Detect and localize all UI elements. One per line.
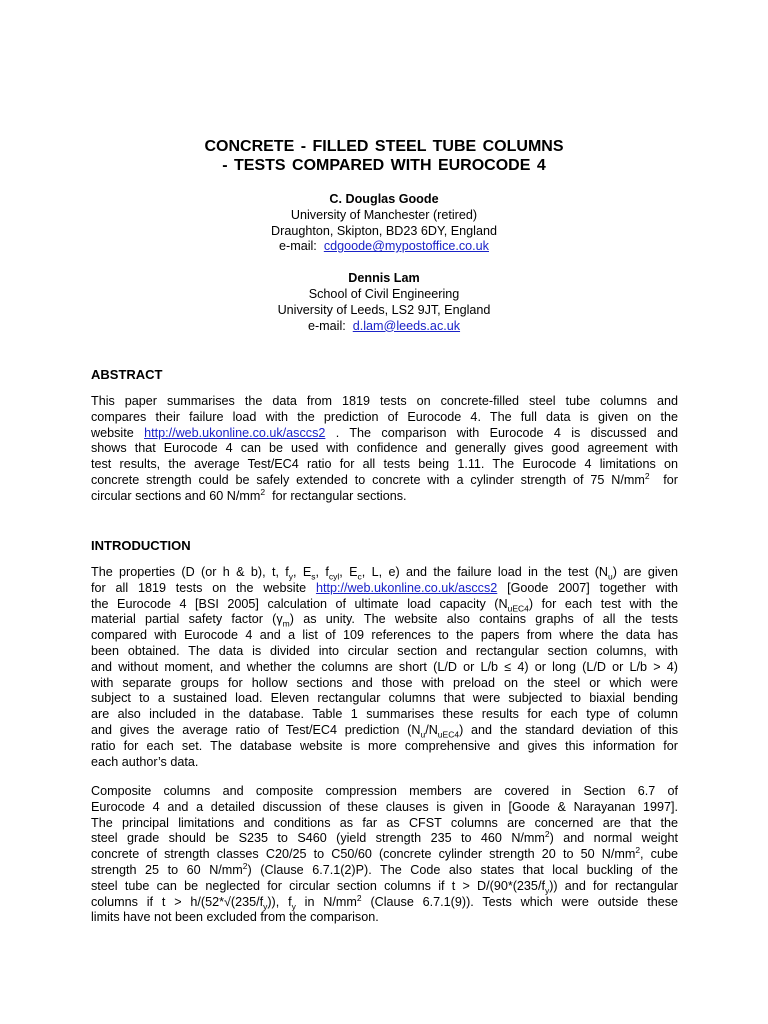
author-2-email-line (0, 319, 768, 335)
introduction-paragraph-2 (91, 784, 678, 926)
paper-title (0, 137, 768, 175)
intro-line (91, 847, 678, 863)
intro-text: , E (293, 565, 312, 579)
intro-line (91, 892, 679, 912)
intro-line (91, 860, 678, 879)
abstract-text: concrete strength could be safely extended to concrete with a cylinder strength of 75 N/mm (91, 472, 645, 487)
title-line-1: CONCRETE - FILLED STEEL TUBE COLUMNS (204, 138, 564, 155)
author-block (0, 192, 768, 334)
website-link[interactable]: http://web.ukonline.co.uk/asccs2 (315, 580, 498, 595)
intro-line (91, 597, 678, 613)
intro-text: ) are given (612, 565, 678, 579)
intro-text: steel tube can be neglected for circular section columns if t > D/(90*(235/f (91, 878, 545, 893)
abstract-text: . The comparison with Eurocode 4 is discussed and (335, 425, 679, 440)
intro-line: Eurocode 4 and a detailed discussion of these clauses is given in [Goode & Narayanan 1997]. (91, 799, 678, 814)
subscript: y (544, 885, 550, 896)
author-1-email-link[interactable]: cdgoode@mypostoffice.co.uk (323, 239, 489, 254)
intro-text: ) for each test with the (528, 596, 678, 611)
intro-text: and gives the average ratio of Test/EC4 prediction (N (91, 722, 421, 737)
intro-text: ) as unity. The website also contains graphs of all the tests (289, 612, 678, 627)
intro-line: each author’s data. (91, 754, 199, 769)
intro-text: , cube (640, 847, 678, 862)
website-link[interactable]: http://web.ukonline.co.uk/asccs2 (144, 425, 326, 440)
abstract-text: website (91, 425, 134, 440)
intro-text: The properties (D (or h & b), t, f (91, 565, 289, 579)
abstract-paragraph (91, 394, 678, 505)
intro-text: material partial safety factor (γ (91, 612, 283, 627)
intro-text: ) and normal weight (549, 831, 678, 846)
intro-text: for all 1819 tests on the website (91, 580, 307, 595)
abstract-line: compares their failure load with the prediction of Eurocode 4. The full data is given on the (91, 409, 678, 424)
introduction-paragraph-1 (91, 565, 678, 770)
intro-line: ratio for each set. The database website is more comprehensive and gives this information for (91, 738, 678, 753)
intro-line: Composite columns and composite compression members are covered in Section 6.7 of (91, 784, 678, 798)
introduction-heading: INTRODUCTION (91, 538, 191, 553)
intro-line (91, 581, 678, 597)
intro-text: )) and for rectangular (549, 878, 678, 893)
intro-line: subject to a sustained load. Eleven rectangular columns that were subjected to biaxial bending (91, 691, 678, 706)
abstract-line (91, 486, 678, 505)
superscript: 2 (544, 829, 550, 840)
subscript: y (288, 571, 294, 582)
subscript: cyl (328, 571, 340, 582)
title-line-2: - TESTS COMPARED WITH EUROCODE 4 (222, 157, 546, 174)
superscript: 2 (356, 892, 362, 903)
intro-line: limits have not been excluded from the comparison. (91, 910, 379, 925)
intro-text: ) and the standard deviation of this (459, 722, 678, 737)
intro-text: steel grade should be S235 to S460 (yield strength 235 to 460 N/mm (91, 831, 545, 846)
intro-text: ) (Clause 6.7.1(2)P). The Code also states that local buckling of the (247, 862, 678, 877)
author-1-affiliation: University of Manchester (retired) (290, 207, 478, 222)
intro-text: strength 25 to 60 N/mm (91, 862, 243, 877)
intro-line: are also included in the database. Table 1 summarises these results for each type of column (91, 707, 678, 722)
abstract-heading: ABSTRACT (91, 367, 163, 382)
intro-text: [Goode 2007] together with (507, 580, 679, 595)
superscript: 2 (242, 860, 248, 871)
intro-line (91, 723, 678, 739)
intro-line (91, 612, 678, 628)
abstract-line: test results, the average Test/EC4 ratio for all tests being 1.11. The Eurocode 4 limitations on (91, 457, 678, 472)
intro-line (91, 831, 678, 847)
abstract-text: for rectangular sections. (272, 488, 407, 503)
superscript: 2 (260, 486, 266, 497)
subscript: y (291, 901, 296, 912)
author-2-email-label: e-mail: (307, 318, 346, 333)
author-2-affiliation: School of Civil Engineering (308, 286, 460, 301)
subscript: uEC4 (437, 729, 460, 740)
author-1-address: Draughton, Skipton, BD23 6DY, England (271, 223, 497, 238)
subscript: y (263, 901, 268, 912)
abstract-line: shows that Eurocode 4 can be used with confidence and generally gives good agreement with (91, 441, 678, 456)
intro-line: The principal limitations and conditions as far as CFST columns are concerned are that the (91, 815, 678, 830)
intro-text: columns if t > h/(52*√(235/f (91, 894, 264, 909)
superscript: 2 (644, 470, 650, 481)
intro-line: with separate groups for hollow sections and those with preload on the steel or which were (91, 675, 678, 690)
author-2-email-link[interactable]: d.lam@leeds.ac.uk (352, 318, 461, 333)
intro-text: , L, e) and the failure load in the test (N (361, 565, 609, 579)
intro-line (91, 879, 678, 895)
intro-line: been obtained. The data is divided into circular section and rectangular section columns, with (91, 643, 678, 658)
abstract-line (91, 426, 678, 442)
author-1-email-line (0, 239, 768, 255)
subscript: u (608, 571, 613, 582)
subscript: u (420, 729, 426, 740)
intro-line: compared with Eurocode 4 and a list of 109 references to the papers from where the data has (91, 628, 678, 643)
intro-text: concrete of strength classes C20/25 to C50/60 (concrete cylinder strength 20 to 50 N/mm (91, 847, 636, 862)
subscript: c (357, 571, 362, 582)
intro-text: /N (425, 722, 438, 737)
subscript: m (282, 618, 290, 629)
intro-line: and without moment, and whether the columns are short (L/D or L/b ≤ 4) or long (L/D or L/b > 4) (91, 659, 678, 674)
author-1-email-label: e-mail: (279, 239, 317, 254)
author-1-name: C. Douglas Goode (329, 192, 439, 206)
intro-text: )), f (267, 894, 292, 909)
superscript: 2 (635, 845, 641, 855)
intro-line (91, 565, 678, 581)
intro-text: (Clause 6.7.1(9)). Tests which were outside these (361, 894, 679, 909)
author-2-address: University of Leeds, LS2 9JT, England (277, 302, 491, 317)
author-2-name: Dennis Lam (348, 271, 420, 286)
subscript: s (311, 571, 316, 582)
intro-text: the Eurocode 4 [BSI 2005] calculation of ultimate load capacity (N (91, 596, 508, 611)
abstract-text: circular sections and 60 N/mm (91, 488, 261, 503)
intro-text: , f (315, 565, 329, 579)
intro-text: in N/mm (295, 894, 357, 909)
intro-text: , E (339, 565, 358, 579)
subscript: uEC4 (507, 603, 529, 614)
abstract-line: This paper summarises the data from 1819 tests on concrete-filled steel tube columns and (91, 394, 678, 408)
abstract-text: for (663, 472, 678, 487)
abstract-line (91, 470, 678, 489)
